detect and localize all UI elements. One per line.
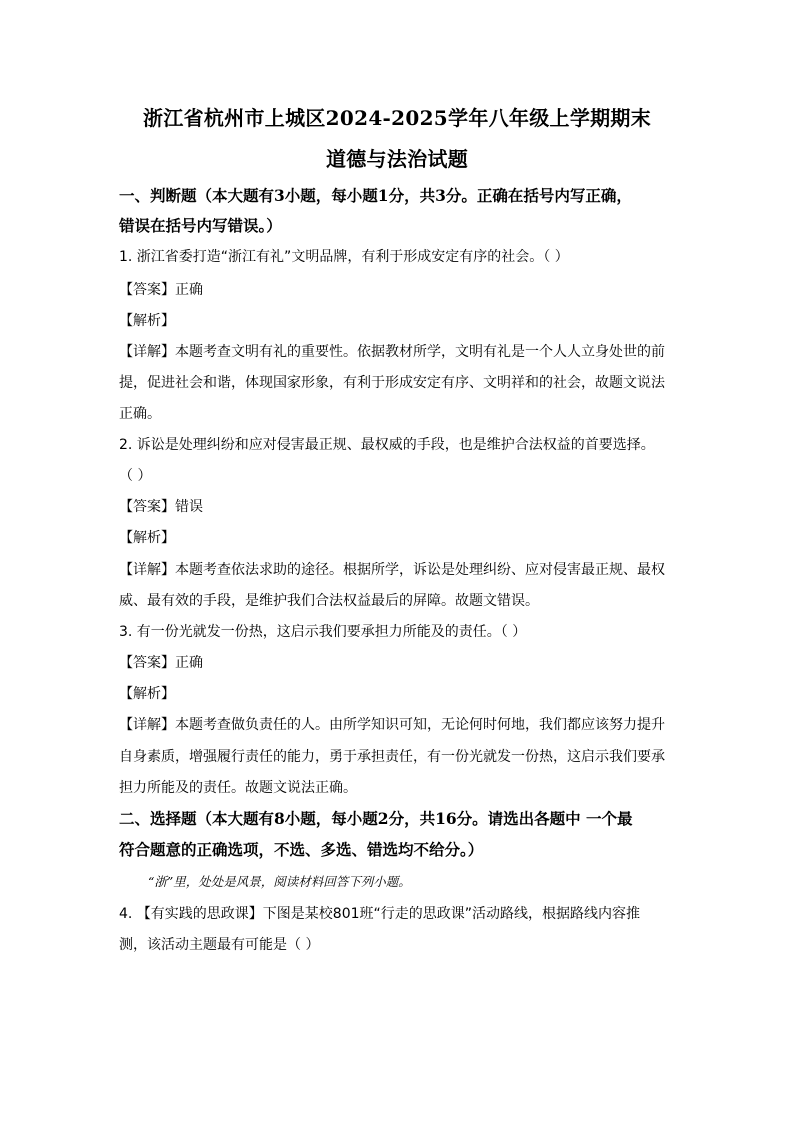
question-3-detail-line-1 <box>119 715 679 735</box>
section-2-heading-line-2: 符合题意的正确选项，不选、多选、错选均不给分。） <box>119 840 484 859</box>
detail-tag: 【详解】 <box>119 717 175 733</box>
document-title-line-1: 浙江省杭州市上城区2024-2025学年八年级上学期期末 <box>142 106 652 130</box>
question-1-analysis-tag: 【解析】 <box>119 313 175 329</box>
answer-value: 正确 <box>175 282 203 298</box>
question-4-stem-line-1: 4. 【有实践的思政课】下图是某校801班“行走的思政课”活动路线，根据路线内容推 <box>119 906 641 922</box>
question-3-detail-line-2: 自身素质，增强履行责任的能力，勇于承担责任，有一份光就发一份热，这启示我们要承 <box>119 749 665 765</box>
section-2-heading-line-1: 二、选择题（本大题有8小题，每小题2分，共16分。请选出各题中 一个最 <box>119 809 633 828</box>
section-1-heading-line-1: 一、判断题（本大题有3小题，每小题1分，共3分。正确在括号内写正确， <box>119 186 632 205</box>
question-1-detail-line-2: 提，促进社会和谐，体现国家形象，有利于形成安定有序、文明祥和的社会，故题文说法 <box>119 375 665 391</box>
question-1-detail-line-1 <box>119 342 679 362</box>
question-2-answer <box>119 497 679 517</box>
document-title-line-2: 道德与法治试题 <box>325 147 469 171</box>
answer-value: 错误 <box>175 499 203 515</box>
question-2-detail-line-1 <box>119 560 679 580</box>
section-1-heading-line-2: 错误在括号内写错误。） <box>119 216 282 235</box>
answer-value: 正确 <box>175 655 203 671</box>
detail-tag: 【详解】 <box>119 562 175 578</box>
answer-tag: 【答案】 <box>119 499 175 515</box>
detail-text: 本题考查文明有礼的重要性。依据教材所学，文明有礼是一个人人立身处世的前 <box>175 344 665 360</box>
question-2-stem-line-1: 2. 诉讼是处理纠纷和应对侵害最正规、最权威的手段，也是维护合法权益的首要选择。 <box>119 437 655 453</box>
answer-tag: 【答案】 <box>119 282 175 298</box>
question-3-answer <box>119 653 679 673</box>
question-3-stem: 3. 有一份光就发一份热，这启示我们要承担力所能及的责任。（ ） <box>119 624 527 640</box>
detail-text: 本题考查依法求助的途径。根据所学，诉讼是处理纠纷、应对侵害最正规、最权 <box>175 562 665 578</box>
detail-text: 本题考查做负责任的人。由所学知识可知，无论何时何地，我们都应该努力提升 <box>175 717 665 733</box>
question-2-analysis-tag: 【解析】 <box>119 530 175 546</box>
question-2-detail-line-2: 威、最有效的手段，是维护我们合法权益最后的屏障。故题文错误。 <box>119 593 539 609</box>
question-1-answer <box>119 280 679 300</box>
answer-tag: 【答案】 <box>119 655 175 671</box>
question-3-analysis-tag: 【解析】 <box>119 686 175 702</box>
reading-intro: “浙”里，处处是风景，阅读材料回答下列小题。 <box>148 874 411 889</box>
question-2-stem-line-2: （ ） <box>119 468 152 484</box>
question-1-detail-line-3: 正确。 <box>119 406 161 422</box>
detail-tag: 【详解】 <box>119 344 175 360</box>
question-4-stem-line-2: 测，该活动主题最有可能是（ ） <box>119 937 320 953</box>
question-1-stem: 1. 浙江省委打造“浙江有礼”文明品牌，有利于形成安定有序的社会。（ ） <box>119 249 569 265</box>
question-3-detail-line-3: 担力所能及的责任。故题文说法正确。 <box>119 780 357 796</box>
